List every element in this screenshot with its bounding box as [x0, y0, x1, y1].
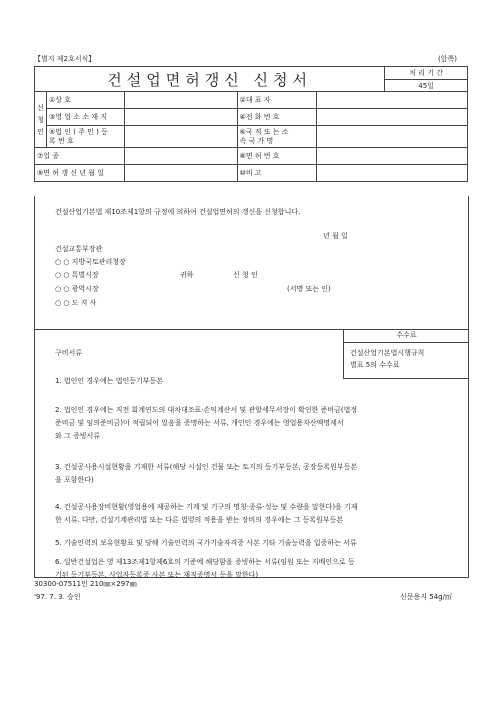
representative-field[interactable] — [317, 92, 468, 109]
renewal-date-label: ⑨면 허 갱 신 년 월 일 — [35, 165, 125, 182]
signature-seal-note: (서명 또는 인) — [287, 285, 331, 293]
form-code: 30300-07511민 210㎜×297㎜ — [34, 580, 137, 588]
document-item — [55, 501, 358, 527]
recipient-regional-office: ○ ○ 지방국토관리청장 — [55, 258, 126, 266]
document-item-line: 5. 기술인력의 보유현황표 및 당해 기술인력의 국가기술자격증 사본 기타 기술능력을 입증하는 서류 — [55, 539, 357, 547]
processing-period-value: 45일 — [385, 80, 468, 92]
paper-spec: 신문용지 54g/㎡ — [400, 593, 452, 601]
business-type-label: ⑦업 종 — [35, 148, 125, 165]
form-title: 건설업면허갱신 신청서 — [35, 67, 385, 92]
recipient-province: ○ ○ 도 지 사 — [55, 299, 97, 307]
document-item-line: 2. 법인인 경우에는 직전 회계연도의 대차대조표·손익계산서 및 관할세무서장이 확인한 준비금(법정 — [55, 406, 358, 414]
registration-number-field[interactable] — [124, 126, 237, 148]
phone-label: ④전 화 번 호 — [237, 109, 317, 126]
license-number-label: ⑧면 허 번 호 — [237, 148, 317, 165]
processing-period-label: 처 리 기 간 — [385, 67, 468, 80]
document-item — [55, 461, 357, 487]
applicant-signature-label: 신 청 인 — [233, 271, 258, 279]
representative-label: ②대 표 자 — [237, 92, 317, 109]
nationality-label: ⑥국 적 또 는 소 속 국 가 명 — [237, 126, 317, 148]
gwiha-text: 귀하 — [180, 271, 194, 279]
fee-box — [343, 329, 469, 379]
document-item — [55, 537, 357, 550]
phone-field[interactable] — [317, 109, 468, 126]
remarks-label: ⑩비 고 — [237, 165, 317, 182]
document-item — [55, 375, 163, 388]
fee-text-1: 건설산업기본법시행규칙 — [350, 349, 425, 357]
document-item-line: 6. 일반건설업은 영 제13조제1항제6호의 기준에 해당함을 증빙하는 서류(임원 또는 지배인으로 등 — [55, 558, 355, 566]
document-item-line: 준비금 및 임의준비금)이 적립되어 있음을 증명하는 서류, 개인인 경우에는 영업용자산액명세서 — [55, 419, 344, 427]
recipient-minister: 건설교통부장관 — [55, 245, 103, 253]
office-location-label: ③영 업 소 소 재 지 — [46, 109, 124, 126]
document-item-line: 1. 법인인 경우에는 법인등기부등본 — [55, 377, 164, 385]
office-location-field[interactable] — [124, 109, 237, 126]
document-item-line: 기된 등기부등본, 사업자등록증 사본 또는 재직증명서 등을 말한다) — [55, 571, 259, 579]
business-type-field[interactable] — [124, 148, 237, 165]
remarks-field[interactable] — [317, 165, 468, 182]
form-number: 【별지 제2호서식】 — [34, 55, 96, 63]
approval-date: '97. 7. 3. 승인 — [34, 593, 81, 601]
renewal-date-field[interactable] — [124, 165, 237, 182]
documents-label: 구비서류 — [55, 349, 83, 357]
page-side-label: (앞쪽) — [438, 55, 457, 63]
document-item-line: 을 포함한다) — [55, 476, 94, 484]
application-form-table — [34, 66, 468, 182]
license-number-field[interactable] — [317, 148, 468, 165]
statement-box — [34, 196, 469, 330]
document-item-line: 와 그 증빙서류 — [55, 432, 101, 440]
document-item-line: 3. 건설공사용시설현황을 기재한 서류(해당 시설인 건물 또는 토지의 등기부등본, 공장등록원부등본 — [55, 463, 358, 471]
trade-name-field[interactable] — [124, 92, 237, 109]
registration-number-label: ⑤법 인 ( 주 민 ) 등 록 번 호 — [46, 126, 124, 148]
application-date: 년 월 일 — [323, 232, 348, 240]
fee-label: 수수료 — [344, 329, 469, 343]
document-item — [55, 556, 355, 582]
document-item-line: 4. 건설공사용장비현황(영업용에 제공하는 기계 및 기구의 명칭·종류·성능 및 수량을 말한다)을 기재 — [55, 503, 358, 511]
documents-box — [34, 329, 469, 578]
nationality-field[interactable] — [317, 126, 468, 148]
recipient-special-city: ○ ○ 특별시장 — [55, 271, 99, 279]
document-item — [55, 404, 357, 443]
fee-text-2: 별표 5의 수수료 — [350, 361, 400, 369]
statement-text: 건설산업기본법 제10조제1항의 규정에 의하여 건설업면허의 갱신을 신청합니다. — [55, 208, 301, 216]
recipient-metro-city: ○ ○ 광역시장 — [55, 285, 99, 293]
document-item-line: 한 서류. 다만, 건설기계관리법 또는 다른 법령의 적용을 받는 장비의 경우에는 그 등록원부등본 — [55, 516, 344, 524]
applicant-label: 신 청 인 — [35, 92, 47, 148]
trade-name-label: ①상 호 — [46, 92, 124, 109]
